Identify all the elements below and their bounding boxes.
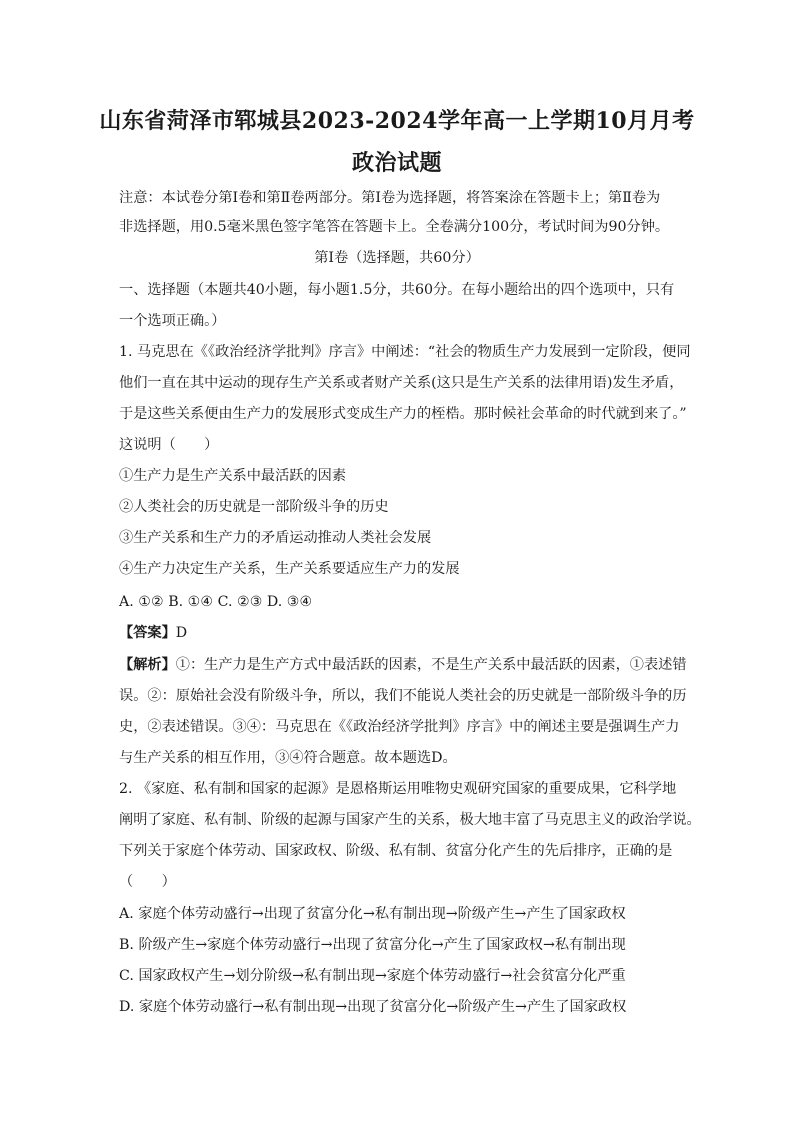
q1-options: A. ①② B. ①④ C. ②③ D. ③④ bbox=[119, 594, 313, 610]
q1-statement-4: ④生产力决定生产关系，生产关系要适应生产力的发展 bbox=[119, 561, 460, 577]
answer-value: D bbox=[175, 625, 188, 641]
exam-subtitle: 政治试题 bbox=[351, 150, 442, 176]
notice-line-2: 非选择题，用0.5毫米黑色签字笔答在答题卡上。全卷满分100分，考试时间为90分钟。 bbox=[119, 219, 670, 235]
q2-option-c: C. 国家政权产生→划分阶级→私有制出现→家庭个体劳动盛行→社会贫富分化严重 bbox=[119, 968, 626, 984]
q2-stem-line-2: 阐明了家庭、私有制、阶级的起源与国家产生的关系，极大地丰富了马克思主义的政治学说。 bbox=[119, 812, 701, 828]
q1-analysis-line-2: 误。②：原始社会没有阶级斗争，所以，我们不能说人类社会的历史就是一部阶级斗争的历 bbox=[119, 688, 687, 704]
part1-title: 第Ⅰ卷（选择题，共60分） bbox=[314, 250, 480, 266]
q1-stem-line-3: 于是这些关系便由生产力的发展形式变成生产力的桎梏。那时候社会革命的时代就到来了。” bbox=[119, 406, 687, 422]
q2-stem-line-3: 下列关于家庭个体劳动、国家政权、阶级、私有制、贫富分化产生的先后排序，正确的是 bbox=[119, 843, 673, 859]
q1-stem-line-1: 1. 马克思在《《政治经济学批判》序言》中阐述：“社会的物质生产力发展到一定阶段，便同 bbox=[119, 344, 691, 360]
q2-option-b: B. 阶级产生→家庭个体劳动盛行→出现了贫富分化→产生了国家政权→私有制出现 bbox=[119, 937, 626, 953]
q1-statement-2: ②人类社会的历史就是一部阶级斗争的历史 bbox=[119, 499, 389, 515]
exam-title: 山东省菏泽市郓城县2023-2024学年高一上学期10月月考 bbox=[99, 108, 695, 134]
q2-stem-line-1: 2. 《家庭、私有制和国家的起源》是恩格斯运用唯物史观研究国家的重要成果，它科学地 bbox=[119, 781, 677, 797]
analysis-label: 【解析】 bbox=[119, 657, 176, 673]
section-intro-line-1: 一、选择题（本题共40小题，每小题1.5分，共60分。在每小题给出的四个选项中，只有 bbox=[119, 282, 675, 298]
q1-analysis-line-1 bbox=[119, 655, 687, 675]
q1-analysis-line-3: 史，②表述错误。③④：马克思在《《政治经济学批判》序言》中的阐述主要是强调生产力 bbox=[119, 719, 680, 735]
q1-stem-line-4: 这说明（ ） bbox=[119, 437, 219, 453]
section-intro-line-2: 一个选项正确。） bbox=[119, 313, 226, 329]
q1-answer bbox=[119, 623, 679, 643]
q2-stem-line-4: （ ） bbox=[119, 874, 176, 890]
q1-statement-3: ③生产关系和生产力的矛盾运动推动人类社会发展 bbox=[119, 530, 432, 546]
analysis-text: ①：生产力是生产方式中最活跃的因素，不是生产关系中最活跃的因素，①表述错 bbox=[175, 657, 687, 673]
answer-label: 【答案】 bbox=[119, 625, 176, 641]
q2-option-a: A. 家庭个体劳动盛行→出现了贫富分化→私有制出现→阶级产生→产生了国家政权 bbox=[119, 906, 626, 922]
q1-statement-1: ①生产力是生产关系中最活跃的因素 bbox=[119, 468, 347, 484]
q2-option-d: D. 家庭个体劳动盛行→私有制出现→出现了贫富分化→阶级产生→产生了国家政权 bbox=[119, 999, 627, 1015]
q1-stem-line-2: 他们一直在其中运动的现存生产关系或者财产关系(这只是生产关系的法律用语)发生矛盾， bbox=[119, 375, 684, 391]
q1-analysis-line-4: 与生产关系的相互作用，③④符合题意。故本题选D。 bbox=[119, 750, 457, 766]
notice-line-1: 注意：本试卷分第Ⅰ卷和第Ⅱ卷两部分。第Ⅰ卷为选择题，将答案涂在答题卡上；第Ⅱ卷为 bbox=[119, 190, 661, 206]
